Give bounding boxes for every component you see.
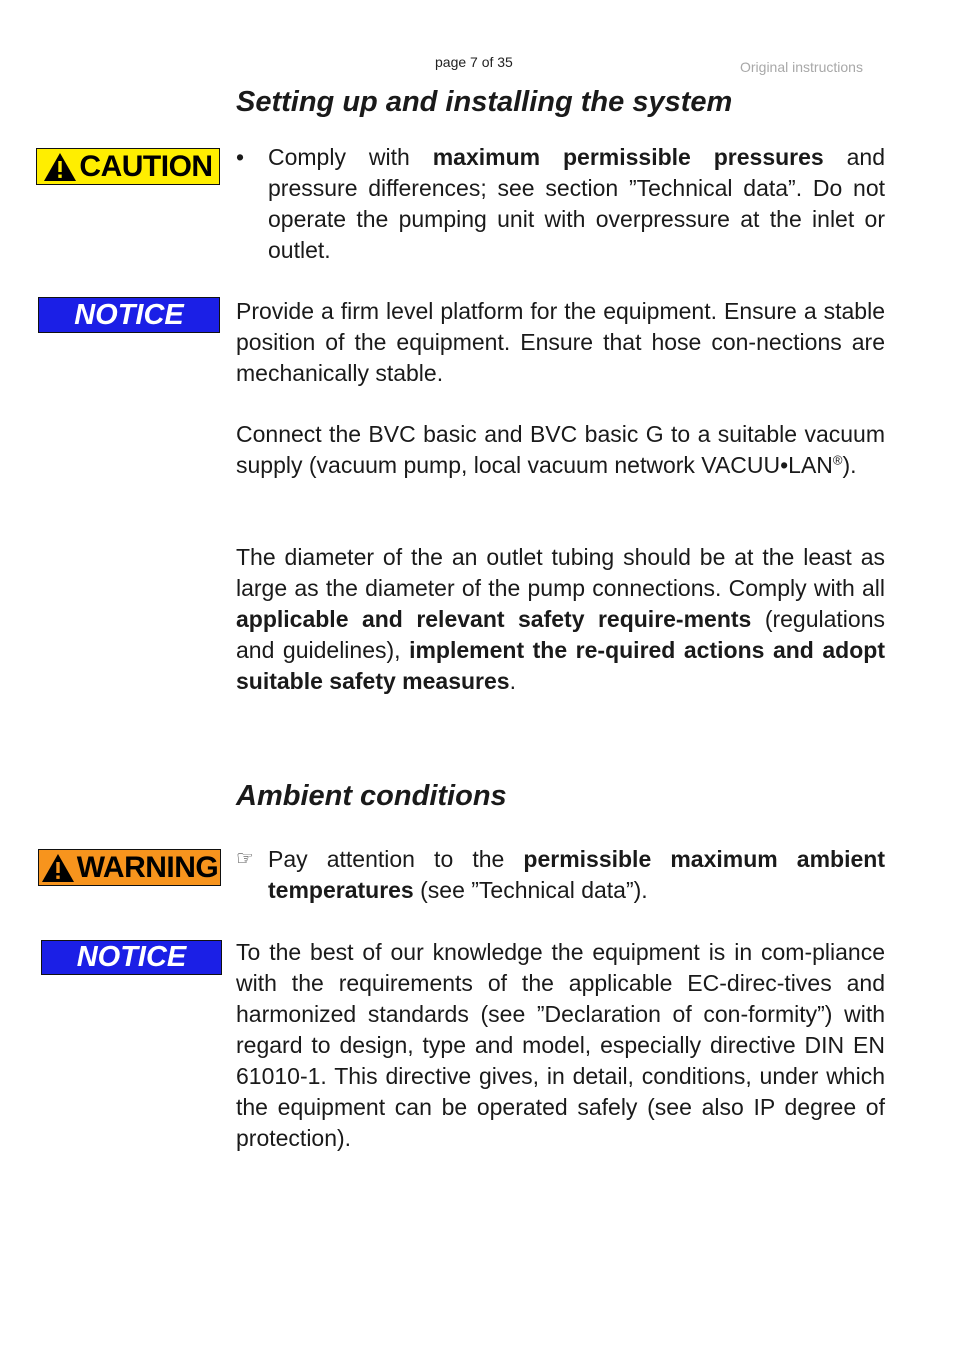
section-title-setup: Setting up and installing the system [236,86,733,118]
paragraph-compliance: To the best of our knowledge the equipment is in com-pliance with the requirements of the applicable EC-direc-tives and harmonized standards (see ”Declaration of con-formity”) with regard to design, type and model, especially directive DIN EN 61010-1. This directive gives, in detail, conditions, under which the equipment can be operated safely (see also IP degree of protection). [236,939,885,1151]
caution-text: Comply with maximum permissible pressures and pressure differences; see section ”Technical data”. Do not operate the pumping unit with overpressure at the inlet or outlet. [268,144,885,263]
page-number: page 7 of 35 [435,54,513,70]
warning-triangle-icon [41,853,75,883]
paragraph-vacuum-supply: Connect the BVC basic and BVC basic G to a suitable vacuum supply (vacuum pump, local vacuum network VACUU•LAN®). [236,421,885,478]
warning-triangle-icon [43,152,77,182]
section-title-ambient: Ambient conditions [236,780,507,812]
paragraph-platform: Provide a firm level platform for the equipment. Ensure a stable position of the equipment. Ensure that hose con-nections are mechanically stable. [236,298,885,386]
caution-label-text: CAUTION [79,149,213,183]
warning-text: Pay attention to the permissible maximum ambient temperatures (see ”Technical data”). [268,846,885,903]
caution-label [36,148,220,185]
bullet-marker: • [236,144,245,170]
paragraph-safety: The diameter of the an outlet tubing should be at the least as large as the diameter of the pump connections. Comply with all applicable and relevant safety require-ments (regulations and guidelines), implement the re-quired actions and adopt suitable safety measures. [236,544,885,694]
caution-bullet-item [236,142,885,266]
notice-label-1: NOTICE [38,297,220,333]
warning-label-text: WARNING [76,850,219,884]
warning-hand-item [236,844,885,906]
document-note: Original instructions [740,59,863,75]
notice-label-2: NOTICE [41,940,222,975]
warning-label [38,849,221,886]
pointing-hand-icon: ☞ [236,848,254,870]
